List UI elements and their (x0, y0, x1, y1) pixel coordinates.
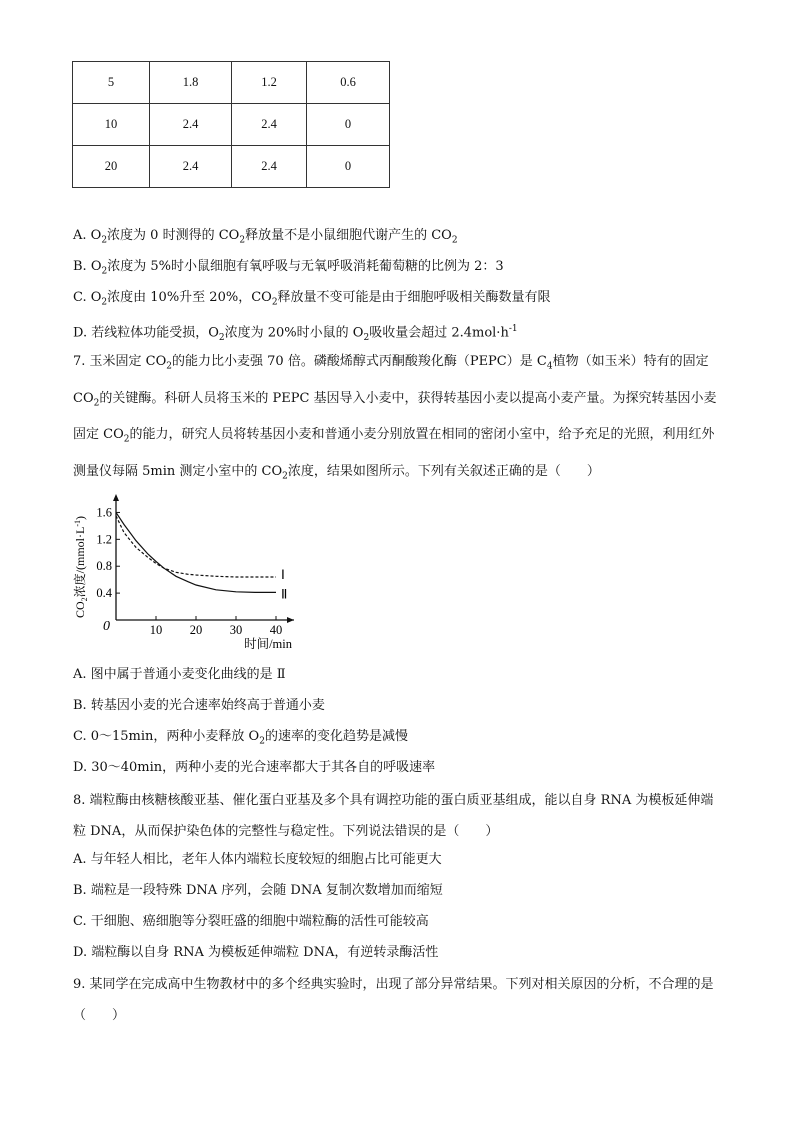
table-row (73, 146, 390, 188)
q8-option-b[interactable]: B. 端粒是一段特殊 DNA 序列，会随 DNA 复制次数增加而缩短 (73, 883, 443, 898)
series-label-2: Ⅱ (281, 586, 288, 602)
y-tick-label: 0.4 (96, 586, 112, 601)
series-label-1: Ⅰ (281, 566, 285, 582)
q7-option-d[interactable]: D. 30～40min，两种小麦的光合速率都大于其各自的呼吸速率 (73, 760, 436, 775)
q8-option-c[interactable]: C. 干细胞、癌细胞等分裂旺盛的细胞中端粒酶的活性可能较高 (73, 914, 429, 929)
q8-stem: 8. 端粒酶由核糖核酸亚基、催化蛋白亚基及多个具有调控功能的蛋白质亚基组成，能以自身 RNA 为模板延伸端粒 DNA，从而保护染色体的完整性与稳定性。下列说法错误的是（ ） (73, 793, 714, 839)
y-tick-label: 1.6 (96, 505, 112, 520)
origin-label: 0 (103, 619, 110, 634)
data-table (72, 61, 390, 188)
table-cell: 0.6 (307, 62, 390, 104)
q8-option-d[interactable]: D. 端粒酶以自身 RNA 为模板延伸端粒 DNA，有逆转录酶活性 (73, 945, 439, 960)
table-cell: 2.4 (150, 104, 232, 146)
y-tick-label: 1.2 (96, 532, 112, 547)
co2-concentration-chart (72, 490, 332, 655)
x-tick-label: 10 (149, 623, 163, 637)
table-cell: 10 (73, 104, 150, 146)
table-cell: 2.4 (232, 104, 307, 146)
table-cell: 20 (73, 146, 150, 188)
q7-option-c[interactable]: C. 0～15min，两种小麦释放 $O_2$的速率的变化趋势是减慢 (73, 729, 408, 747)
x-axis-arrow (287, 617, 294, 623)
q6-option-d[interactable]: D. 若线粒体功能受损，$O_2$浓度为 20%时小鼠的 $O_2$吸收量会超过 $2.4mol\cdot h^{-1}$ (73, 324, 518, 343)
q8-option-a[interactable]: A. 与年轻人相比，老年人体内端粒长度较短的细胞占比可能更大 (73, 852, 442, 867)
table-row (73, 104, 390, 146)
x-axis-label: 时间/min (244, 637, 292, 651)
table-cell: 0 (307, 104, 390, 146)
table-cell: 2.4 (232, 146, 307, 188)
y-tick-label: 0.8 (96, 559, 112, 574)
x-tick-label: 30 (229, 623, 243, 637)
table-row (73, 62, 390, 104)
series-line-1 (116, 516, 276, 577)
series-line-2 (116, 512, 276, 592)
table-cell: 0 (307, 146, 390, 188)
q6-option-c[interactable]: C. $O_2$浓度由 10%升至 20%，$CO_2$释放量不变可能是由于细胞呼吸相关酶数量有限 (73, 290, 551, 308)
y-axis-label: $CO_2$浓度$/(mmol\cdot L^{-1})$ (73, 515, 89, 618)
x-tick-label: 20 (189, 623, 203, 637)
q9-stem: 9. 某同学在完成高中生物教材中的多个经典实验时，出现了部分异常结果。下列对相关原因的分析，不合理的是（ ） (73, 977, 714, 1023)
table-cell: 1.2 (232, 62, 307, 104)
table-cell: 5 (73, 62, 150, 104)
y-axis-arrow (113, 494, 119, 501)
q7-stem: 7. 玉米固定 $CO_2$的能力比小麦强 70 倍。磷酸烯醇式丙酮酸羧化酶（PEPC）是 $C_4$植物（如玉米）特有的固定 $CO_2$的关键酶。科研人员将玉米的 PEPC 基因导入小麦中，获得转基因小麦以提高小麦产量。为探究转基因小麦固定 $CO_2$的能力，研究人员将转基因小麦和普通小麦分别放置在相同的密闭小室中，给予充足的光照，利用红外测量仪每隔 5min 测定小室中的 $CO_2$浓度，结果如图所示。下列有关叙述正确的是（ ） (73, 354, 717, 482)
q6-option-a[interactable]: A. $O_2$浓度为 0 时测得的 $CO_2$释放量不是小鼠细胞代谢产生的 $CO_2$ (73, 228, 458, 246)
table-cell: 2.4 (150, 146, 232, 188)
q6-option-b[interactable]: B. $O_2$浓度为 5%时小鼠细胞有氧呼吸与无氧呼吸消耗葡萄糖的比例为 2：3 (73, 259, 504, 277)
q7-option-a[interactable]: A. 图中属于普通小麦变化曲线的是 Ⅱ (73, 667, 286, 682)
q7-option-b[interactable]: B. 转基因小麦的光合速率始终高于普通小麦 (73, 698, 325, 713)
table-cell: 1.8 (150, 62, 232, 104)
x-tick-label: 40 (269, 623, 283, 637)
